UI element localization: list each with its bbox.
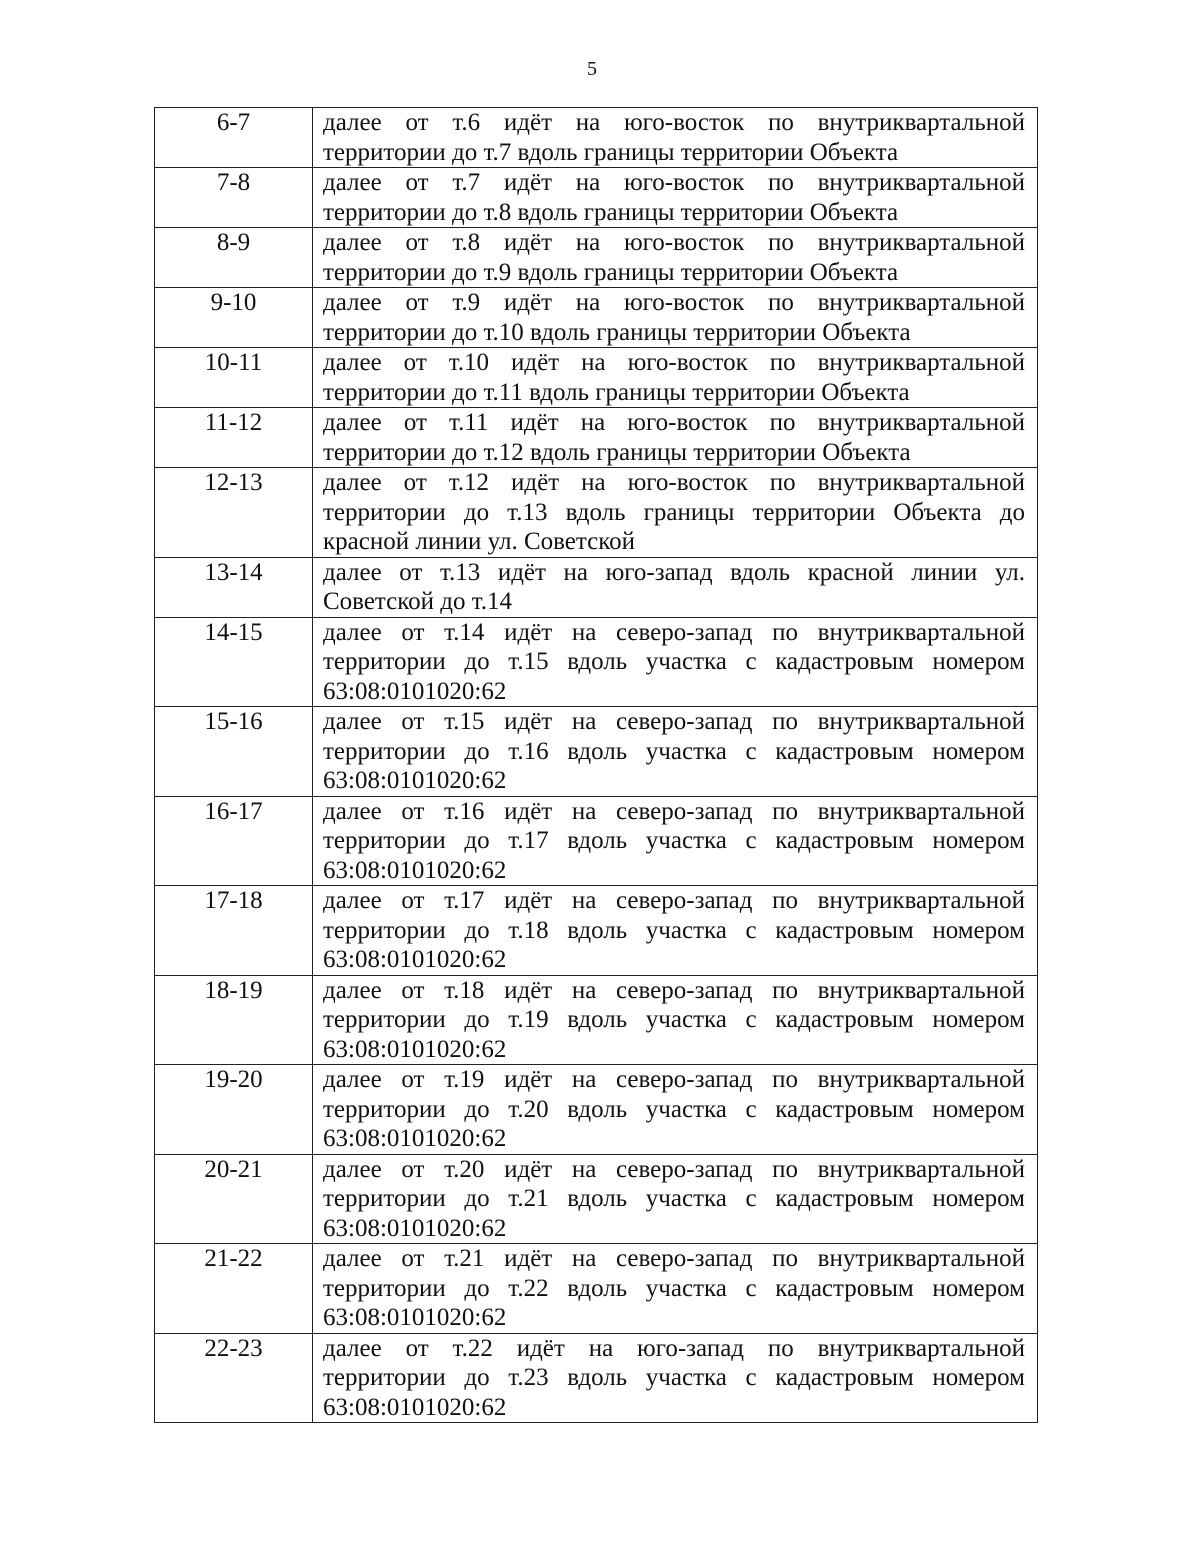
table-row [155,1154,1038,1244]
segment-cell: 8-9 [155,228,313,288]
table-row [155,557,1038,617]
table-row [155,1333,1038,1423]
table-row [155,228,1038,288]
segment-cell: 21-22 [155,1244,313,1334]
description-cell: далее от т.12 идёт на юго-восток по внутриквартальной территории до т.13 вдоль границы территории Объекта до красной линии ул. Советской [313,468,1038,558]
table-row [155,796,1038,886]
table-body [155,108,1038,1423]
segment-cell: 16-17 [155,796,313,886]
description-cell: далее от т.16 идёт на северо-запад по внутриквартальной территории до т.17 вдоль участка с кадастровым номером 63:08:0101020:62 [313,796,1038,886]
description-cell: далее от т.9 идёт на юго-восток по внутриквартальной территории до т.10 вдоль границы территории Объекта [313,288,1038,348]
segment-cell: 13-14 [155,557,313,617]
segment-cell: 7-8 [155,168,313,228]
page-number: 5 [587,58,597,80]
segment-cell: 14-15 [155,617,313,707]
description-cell: далее от т.15 идёт на северо-запад по внутриквартальной территории до т.16 вдоль участка с кадастровым номером 63:08:0101020:62 [313,707,1038,797]
segment-cell: 12-13 [155,468,313,558]
description-cell: далее от т.18 идёт на северо-запад по внутриквартальной территории до т.19 вдоль участка с кадастровым номером 63:08:0101020:62 [313,975,1038,1065]
description-cell: далее от т.7 идёт на юго-восток по внутриквартальной территории до т.8 вдоль границы территории Объекта [313,168,1038,228]
table-row [155,975,1038,1065]
table-row [155,408,1038,468]
segment-cell: 9-10 [155,288,313,348]
segment-cell: 17-18 [155,886,313,976]
description-cell: далее от т.22 идёт на юго-запад по внутриквартальной территории до т.23 вдоль участка с кадастровым номером 63:08:0101020:62 [313,1333,1038,1423]
description-cell: далее от т.11 идёт на юго-восток по внутриквартальной территории до т.12 вдоль границы территории Объекта [313,408,1038,468]
table-row [155,1244,1038,1334]
description-cell: далее от т.21 идёт на северо-запад по внутриквартальной территории до т.22 вдоль участка с кадастровым номером 63:08:0101020:62 [313,1244,1038,1334]
description-cell: далее от т.8 идёт на юго-восток по внутриквартальной территории до т.9 вдоль границы территории Объекта [313,228,1038,288]
table-row [155,348,1038,408]
segment-cell: 19-20 [155,1065,313,1155]
table-row [155,1065,1038,1155]
table-row [155,288,1038,348]
description-cell: далее от т.13 идёт на юго-запад вдоль красной линии ул. Советской до т.14 [313,557,1038,617]
description-cell: далее от т.20 идёт на северо-запад по внутриквартальной территории до т.21 вдоль участка с кадастровым номером 63:08:0101020:62 [313,1154,1038,1244]
description-cell: далее от т.14 идёт на северо-запад по внутриквартальной территории до т.15 вдоль участка с кадастровым номером 63:08:0101020:62 [313,617,1038,707]
segment-cell: 18-19 [155,975,313,1065]
table-row [155,617,1038,707]
segment-cell: 6-7 [155,108,313,168]
table-row [155,886,1038,976]
table-row [155,108,1038,168]
table-row [155,468,1038,558]
segment-cell: 10-11 [155,348,313,408]
description-cell: далее от т.6 идёт на юго-восток по внутриквартальной территории до т.7 вдоль границы территории Объекта [313,108,1038,168]
segment-cell: 11-12 [155,408,313,468]
description-cell: далее от т.17 идёт на северо-запад по внутриквартальной территории до т.18 вдоль участка с кадастровым номером 63:08:0101020:62 [313,886,1038,976]
table-row [155,707,1038,797]
segment-cell: 15-16 [155,707,313,797]
boundary-description-table [154,107,1038,1423]
table-row [155,168,1038,228]
description-cell: далее от т.19 идёт на северо-запад по внутриквартальной территории до т.20 вдоль участка с кадастровым номером 63:08:0101020:62 [313,1065,1038,1155]
description-cell: далее от т.10 идёт на юго-восток по внутриквартальной территории до т.11 вдоль границы территории Объекта [313,348,1038,408]
segment-cell: 22-23 [155,1333,313,1423]
segment-cell: 20-21 [155,1154,313,1244]
